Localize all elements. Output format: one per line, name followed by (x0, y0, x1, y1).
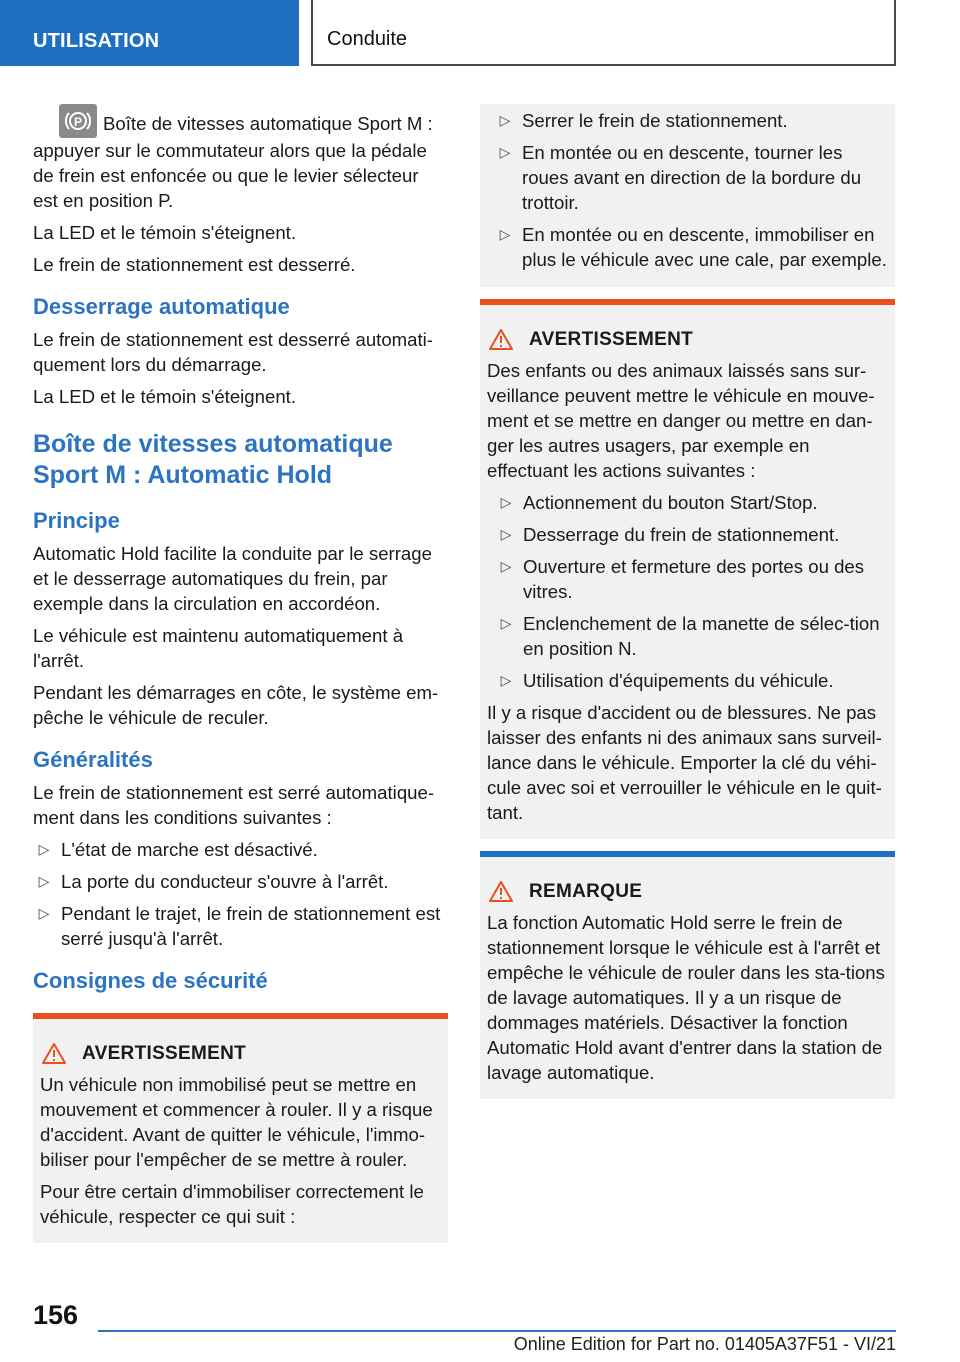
bullet-triangle-icon: ▷ (500, 526, 512, 542)
principle-text-1: Automatic Hold facilite la conduite par le serrage et le desserrage automatiques du frein, par exemple dans la circulation en accordéon. (33, 543, 432, 614)
general-text: Le frein de stationnement est serré automatique-ment dans les conditions suivantes : (33, 782, 435, 828)
chapter-title: Conduite (327, 28, 408, 50)
warning-text-1: Des enfants ou des animaux laissés sans sur-veillance peuvent mettre le véhicule en mouve-ment et se mettre en danger ou mettre en dan-ger les autres usagers, par exemple en effectuant les actions suivantes : (487, 360, 875, 481)
list-item: ▷ L'état de marche est désactivé. (33, 837, 448, 862)
bullet-triangle-icon: ▷ (499, 226, 511, 242)
warning-box-children (480, 299, 895, 839)
warning-box (33, 1013, 448, 1243)
note-box (480, 851, 895, 1099)
warning-continuation-box (480, 104, 895, 287)
warning-title: AVERTISSEMENT (487, 327, 888, 352)
list-item: ▷ Pendant le trajet, le frein de stationnement est serré jusqu'à l'arrêt. (33, 901, 448, 951)
warning-triangle-icon (489, 329, 513, 350)
edition-text: Online Edition for Part no. 01405A37F51 - VI/21 (513, 1334, 896, 1354)
general-list (33, 837, 448, 951)
warning-triangle-icon (489, 881, 513, 902)
list-item: ▷ En montée ou en descente, tourner les roues avant en direction de la bordure du trottoir. (494, 140, 888, 215)
led-off-text-2: La LED et le témoin s'éteignent. (33, 386, 296, 407)
heading-principle: Principe (33, 508, 120, 533)
list-item: ▷ Desserrage du frein de stationnement. (495, 522, 888, 547)
bullet-triangle-icon: ▷ (500, 558, 512, 574)
section-title: UTILISATION (33, 30, 160, 52)
heading-safety: Consignes de sécurité (33, 968, 268, 993)
left-column (33, 104, 448, 1243)
led-off-text: La LED et le témoin s'éteignent. (33, 222, 296, 243)
list-item: ▷ Ouverture et fermeture des portes ou des vitres. (495, 554, 888, 604)
bullet-triangle-icon: ▷ (38, 841, 50, 857)
note-title: REMARQUE (487, 879, 888, 904)
principle-text-3: Pendant les démarrages en côte, le système em-pêche le véhicule de reculer. (33, 682, 439, 728)
right-column (480, 104, 895, 1099)
heading-auto-release: Desserrage automatique (33, 294, 290, 319)
bullet-triangle-icon: ▷ (500, 615, 512, 631)
principle-text-2: Le véhicule est maintenu automatiquement à l'arrêt. (33, 625, 404, 671)
list-item: ▷ En montée ou en descente, immobiliser en plus le véhicule avec une cale, par exemple. (494, 222, 888, 272)
bullet-triangle-icon: ▷ (499, 144, 511, 160)
intro-text: Boîte de vitesses automatique Sport M : appuyer sur le commutateur alors que la pédale de frein est enfoncée ou que le levier sélecteur est en position P. (33, 113, 433, 211)
auto-release-text: Le frein de stationnement est desserré automati-quement lors du démarrage. (33, 329, 433, 375)
bullet-triangle-icon: ▷ (500, 494, 512, 510)
list-item: ▷ Serrer le frein de stationnement. (494, 108, 888, 133)
warning-text-2: Pour être certain d'immobiliser correctement le véhicule, respecter ce qui suit : (40, 1181, 424, 1227)
bullet-triangle-icon: ▷ (499, 112, 511, 128)
bullet-triangle-icon: ▷ (38, 905, 50, 921)
warning-triangle-icon (42, 1043, 66, 1064)
immobilise-list (494, 108, 888, 272)
heading-main: Boîte de vitesses automatique Sport M : Automatic Hold (33, 430, 393, 489)
chapter-header (311, 0, 896, 66)
intro-paragraph (33, 104, 448, 213)
bullet-triangle-icon: ▷ (38, 873, 50, 889)
page-number: 156 (33, 1300, 79, 1330)
list-item: ▷ Utilisation d'équipements du véhicule. (495, 668, 888, 693)
released-text: Le frein de stationnement est desserré. (33, 254, 356, 275)
list-item: ▷ Enclenchement de la manette de sélec-tion en position N. (495, 611, 888, 661)
section-tab (0, 0, 299, 66)
footer-divider (98, 1330, 896, 1332)
bullet-triangle-icon: ▷ (500, 672, 512, 688)
heading-general: Généralités (33, 747, 153, 772)
warning-text-2: Il y a risque d'accident ou de blessures. Ne pas laisser des enfants ni des animaux sans surveil-lance dans le véhicule. Emporter la clé du véhi-cule avec soi et verrouiller le véhicule en le quit-tant. (487, 702, 882, 823)
list-item: ▷ Actionnement du bouton Start/Stop. (495, 490, 888, 515)
warning-title: AVERTISSEMENT (40, 1041, 441, 1066)
parking-brake-icon (59, 104, 97, 138)
actions-list (487, 490, 888, 693)
warning-text-1: Un véhicule non immobilisé peut se mettre en mouvement et commencer à rouler. Il y a risque d'accident. Avant de quitter le véhicule, l'immo-biliser pour l'empêcher de se mettre à rouler. (40, 1074, 433, 1170)
svg-text:P: P (73, 115, 83, 129)
note-text: La fonction Automatic Hold serre le frein de stationnement lorsque le véhicule est à l'arrêt et empêche le véhicule de rouler dans les sta-tions de lavage automatiques. Il y a un risque de dommages matériels. Désactiver la fonction Automatic Hold avant d'entrer dans la station de lavage automatique. (487, 912, 885, 1083)
list-item: ▷ La porte du conducteur s'ouvre à l'arrêt. (33, 869, 448, 894)
